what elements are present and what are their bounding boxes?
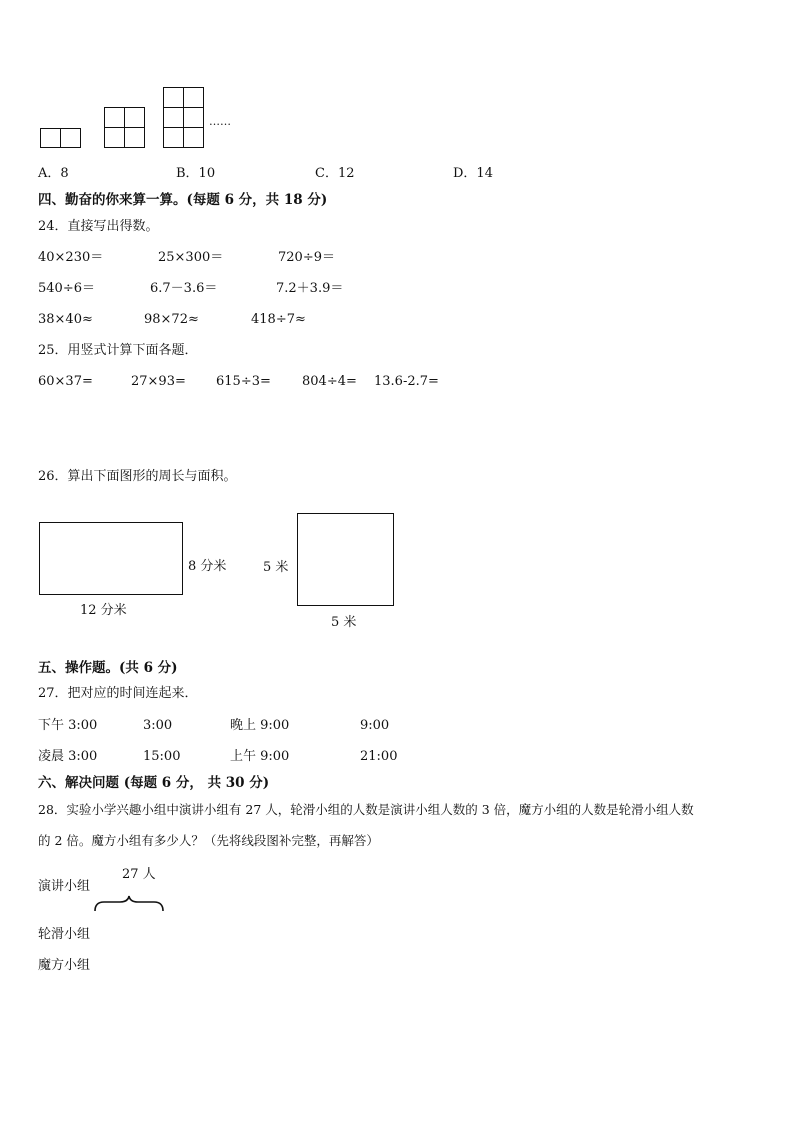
time-item[interactable]: 晚上 9:00 [230,718,290,733]
q24-prompt: 24．直接写出得数。 [38,219,159,234]
q25-item: 615÷3= [216,374,271,389]
q27-prompt: 27．把对应的时间连起来． [38,686,198,701]
q24-item: 38×40≈ [38,312,93,327]
q24-item: 40×230＝ [38,250,104,265]
q24-item: 98×72≈ [144,312,199,327]
rectangle-height-label: 8 分米 [188,559,227,574]
option-c: C．12 [315,166,355,181]
q24-item: 418÷7≈ [251,312,306,327]
time-item[interactable]: 上午 9:00 [230,749,290,764]
time-item[interactable]: 15:00 [143,749,181,764]
group-label-rubiks: 魔方小组 [38,958,91,973]
curly-brace [95,896,163,911]
time-item[interactable]: 9:00 [360,718,390,733]
q25-item: 60×37= [38,374,93,389]
option-d: D．14 [453,166,493,181]
q24-item: 720÷9＝ [278,250,335,265]
q25-item: 27×93= [131,374,186,389]
section-5-title: 五、操作题。(共 6 分) [38,660,178,676]
brace-label: 27 人 [122,867,156,882]
q28-text-line1: 28．实验小学兴趣小组中演讲小组有 27 人，轮滑小组的人数是演讲小组人数的 3 倍，魔方小组的人数是轮滑小组人数 [38,802,694,817]
q24-item: 7.2＋3.9＝ [276,281,344,296]
option-a: A．8 [38,166,69,181]
q25-item: 13.6-2.7= [374,374,439,389]
q25-item: 804÷4= [302,374,357,389]
square-side-label: 5 米 [263,560,289,575]
option-b: B．10 [176,166,216,181]
section-6-title: 六、解决问题 (每题 6 分， 共 30 分) [38,775,270,791]
q25-prompt: 25．用竖式计算下面各题． [38,343,198,358]
ellipsis-dots: …… [209,115,231,128]
q24-item: 25×300＝ [158,250,224,265]
group-label-skating: 轮滑小组 [38,927,91,942]
time-item[interactable]: 3:00 [143,718,173,733]
rectangle-width-label: 12 分米 [80,603,127,618]
time-item[interactable]: 下午 3:00 [38,718,98,733]
q26-prompt: 26．算出下面图形的周长与面积。 [38,469,237,484]
q24-item: 540÷6＝ [38,281,95,296]
time-item[interactable]: 凌晨 3:00 [38,749,98,764]
square-bottom-label: 5 米 [331,615,357,630]
q24-item: 6.7－3.6＝ [150,281,218,296]
section-4-title: 四、勤奋的你来算一算。(每题 6 分，共 18 分) [38,192,328,208]
group-label-speech: 演讲小组 [38,879,91,894]
q28-text-line2: 的 2 倍。魔方小组有多少人？（先将线段图补完整，再解答） [38,833,379,848]
time-item[interactable]: 21:00 [360,749,398,764]
